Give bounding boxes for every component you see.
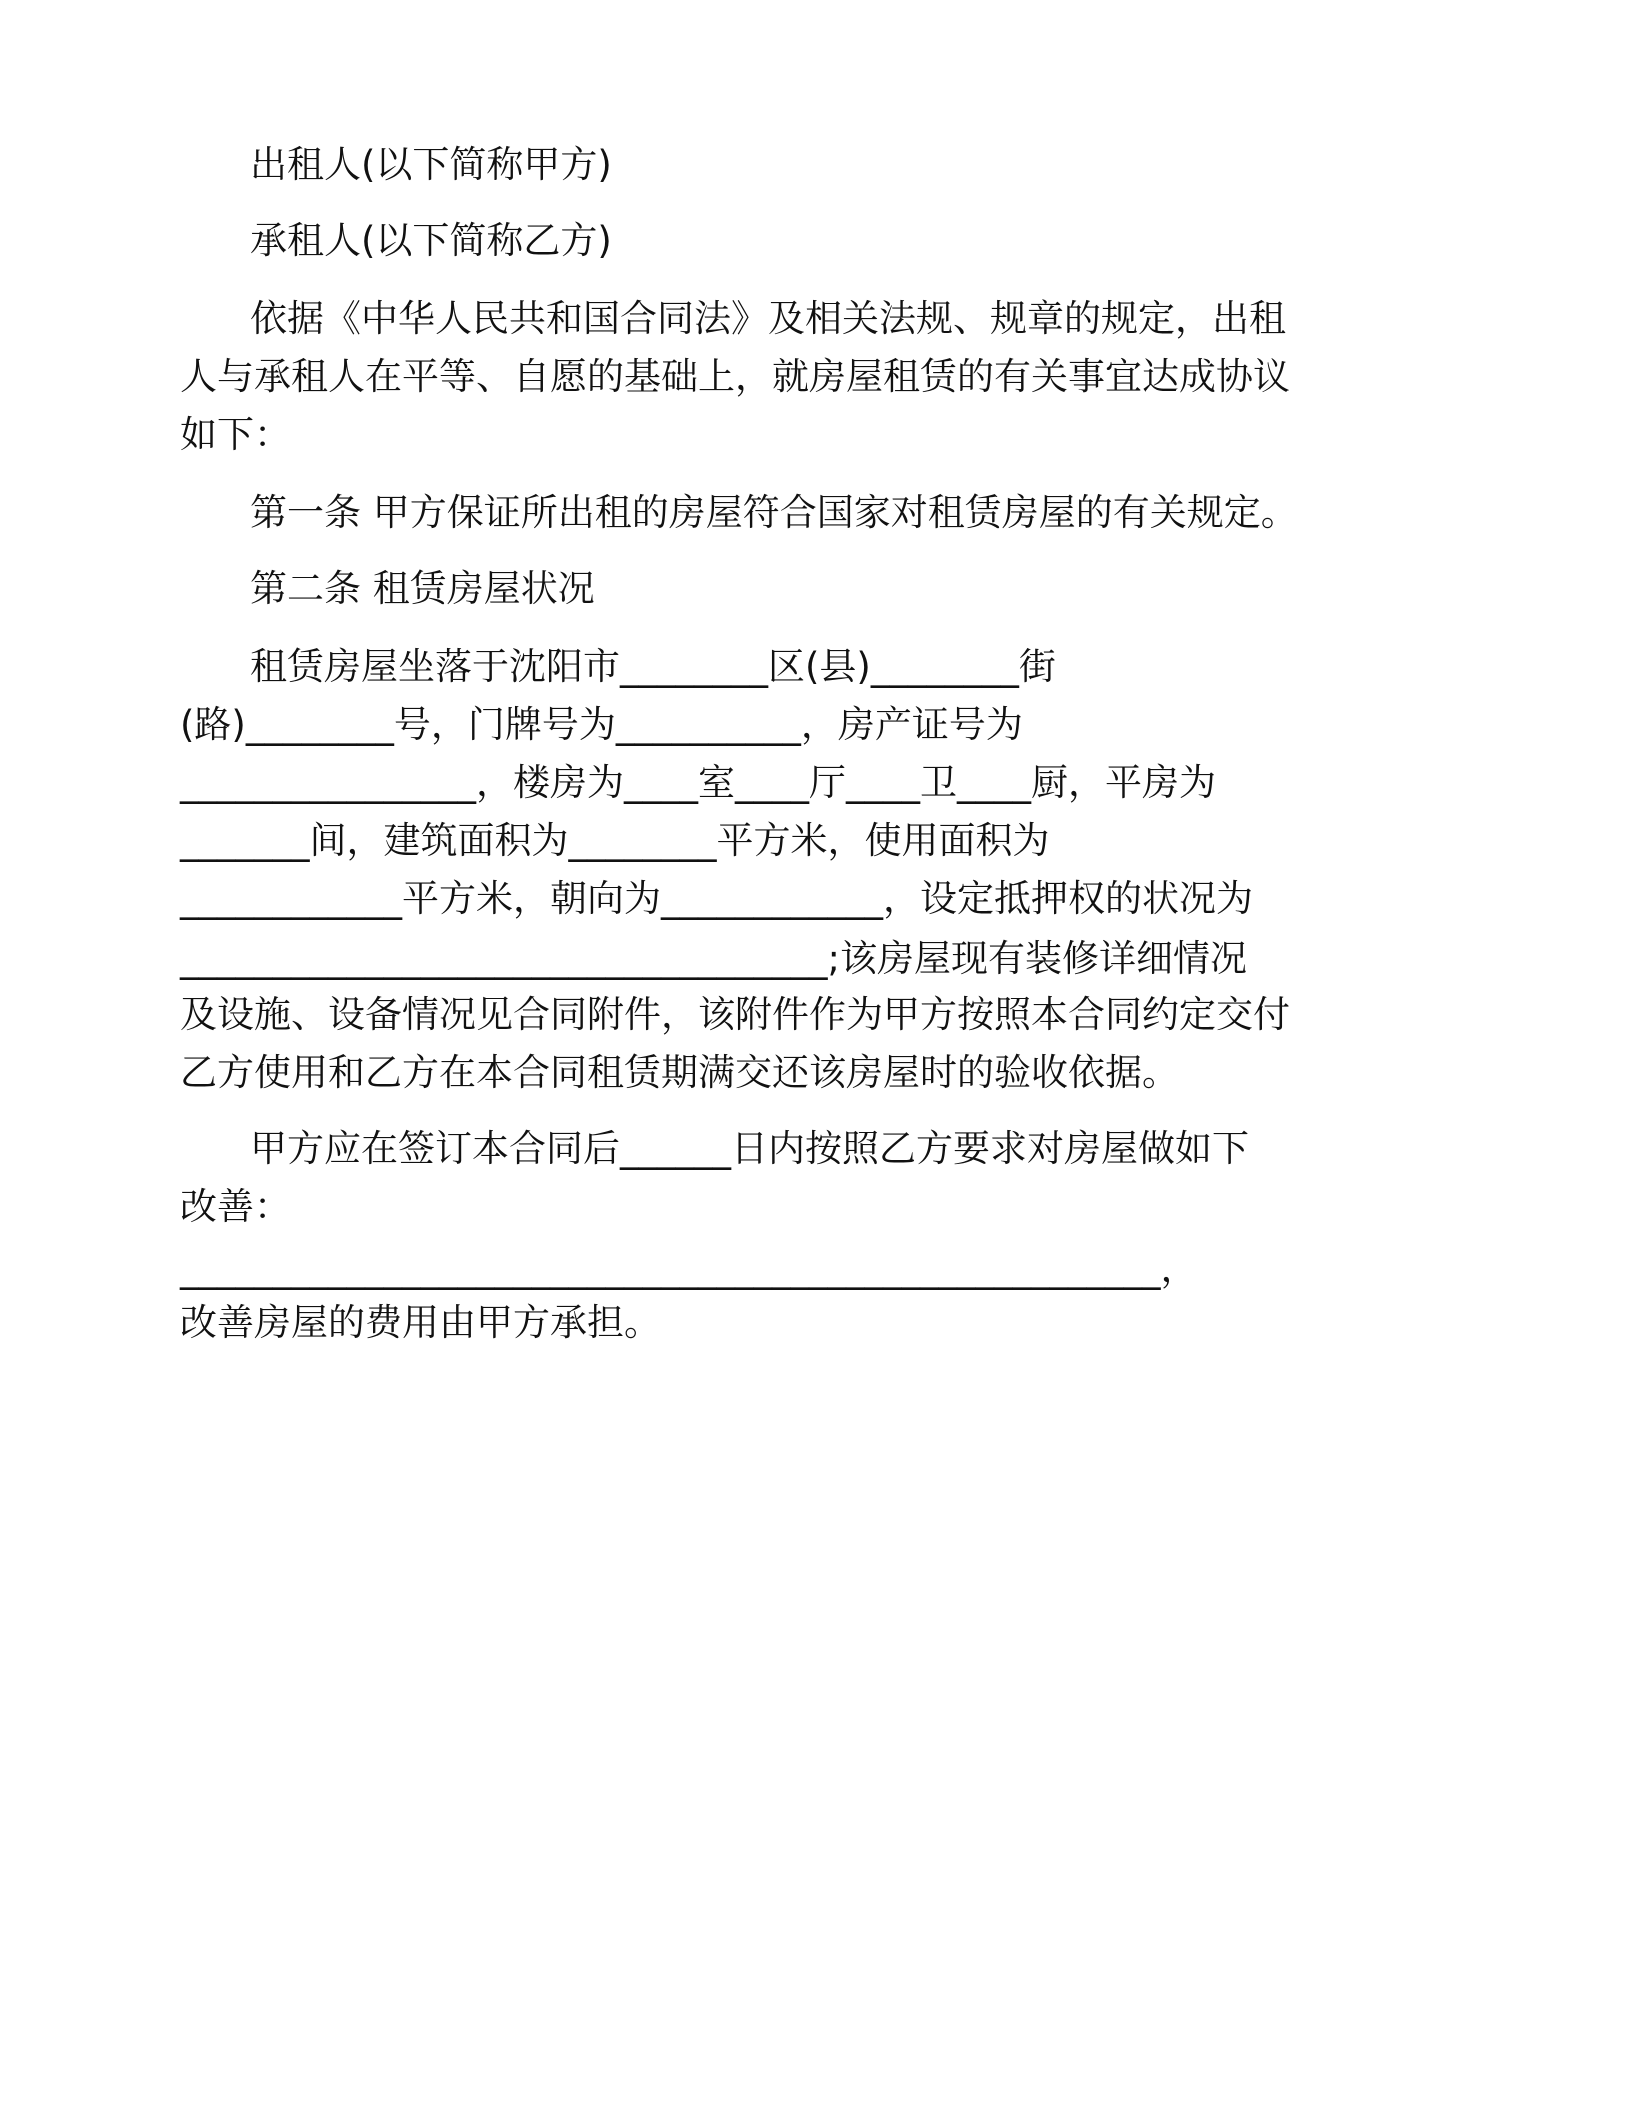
- article-2-line-4: _______间，建筑面积为________平方米，使用面积为: [180, 819, 1050, 862]
- improvement-line-3: _____________________________________________________，: [180, 1247, 1198, 1290]
- lessor-line: 出租人(以下简称甲方): [250, 143, 612, 186]
- preamble-line-3: 如下：: [180, 413, 291, 456]
- article-2-line-7: 及设施、设备情况见合同附件，该附件作为甲方按照本合同约定交付: [180, 993, 1290, 1036]
- article-2-line-5: ____________平方米，朝向为____________，设定抵押权的状况为: [180, 877, 1253, 920]
- improvement-line-4: 改善房屋的费用由甲方承担。: [180, 1301, 661, 1344]
- article-2-line-6: ___________________________________;该房屋现有装修详细情况: [180, 937, 1247, 980]
- article-2-line-1: 租赁房屋坐落于沈阳市________区(县)________街: [250, 645, 1056, 688]
- article-2-title: 第二条 租赁房屋状况: [250, 567, 595, 610]
- article-1: 第一条 甲方保证所出租的房屋符合国家对租赁房屋的有关规定。: [250, 491, 1298, 534]
- lessee-line: 承租人(以下简称乙方): [250, 219, 612, 262]
- article-2-line-2: (路)________号，门牌号为__________，房产证号为: [180, 703, 1023, 746]
- improvement-line-2: 改善：: [180, 1185, 291, 1228]
- article-2-line-8: 乙方使用和乙方在本合同租赁期满交还该房屋时的验收依据。: [180, 1051, 1179, 1094]
- preamble-line-2: 人与承租人在平等、自愿的基础上，就房屋租赁的有关事宜达成协议: [180, 355, 1290, 398]
- article-2-line-3: ________________，楼房为____室____厅____卫____厨，平房为: [180, 761, 1216, 804]
- improvement-line-1: 甲方应在签订本合同后______日内按照乙方要求对房屋做如下: [250, 1127, 1249, 1170]
- preamble-line-1: 依据《中华人民共和国合同法》及相关法规、规章的规定，出租: [250, 297, 1286, 340]
